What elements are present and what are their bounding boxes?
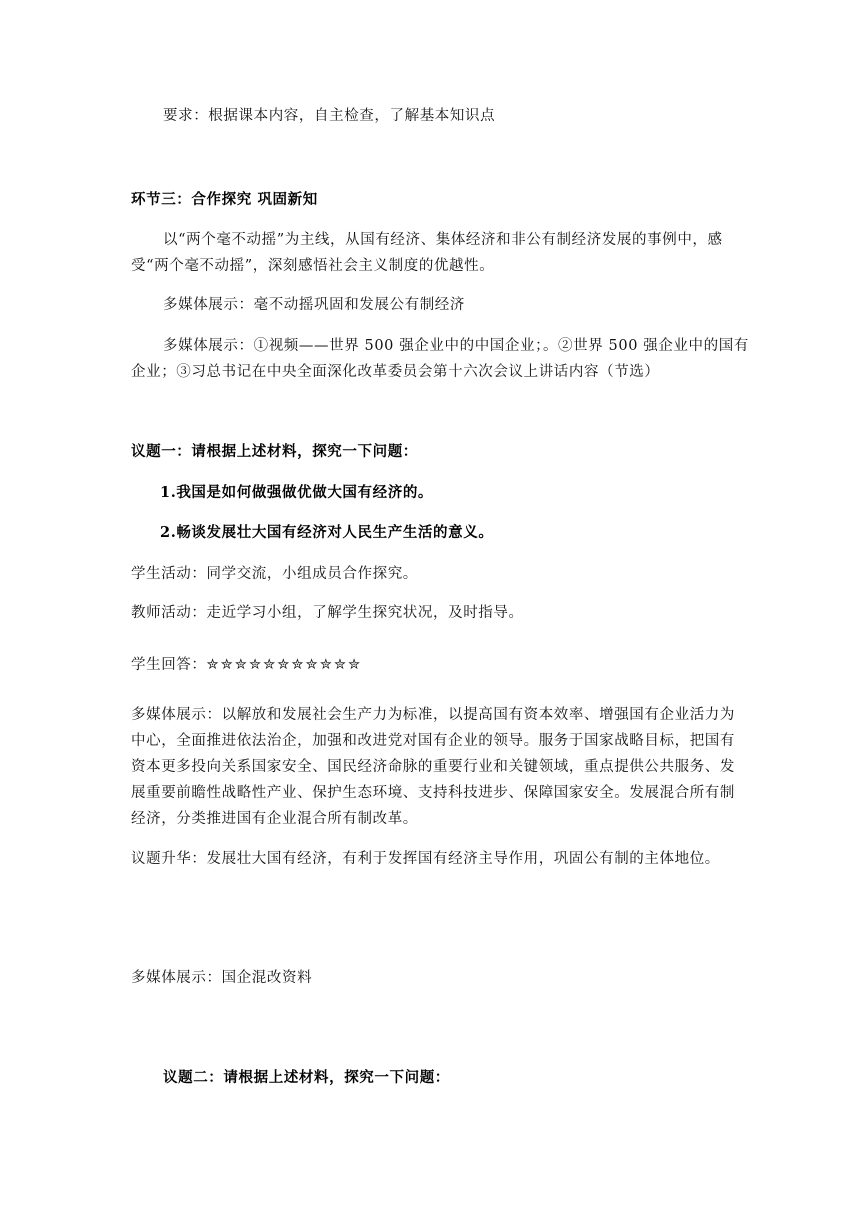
media-display-1: 多媒体展示：毫不动摇巩固和发展公有制经济 (163, 297, 465, 313)
intro-line-1: 以“两个毫不动摇”为主线，从国有经济、集体经济和非公有制经济发展的事例中，感 (163, 232, 723, 248)
media-display-3-line-4: 展重要前瞻性战略性产业、保护生态环境、支持科技进步、保障国家安全。发展混合所有制 (131, 785, 735, 801)
intro-line-2: 受“两个毫不动摇”，深刻感悟社会主义制度的优越性。 (131, 258, 495, 274)
teacher-activity: 教师活动：走近学习小组，了解学生探究状况，及时指导。 (131, 605, 524, 621)
topic-upgrade: 议题升华：发展壮大国有经济，有利于发挥国有经济主导作用，巩固公有制的主体地位。 (131, 851, 720, 867)
student-answer-label: 学生回答： (131, 657, 207, 673)
media-display-2-line-1: 多媒体展示：①视频——世界 500 强企业中的中国企业；。②世界 500 强企业中的国有 (163, 338, 749, 354)
media-display-3-line-1: 多媒体展示：以解放和发展社会生产力为标准，以提高国有资本效率、增强国有企业活力为 (131, 707, 735, 723)
topic2-heading: 议题二：请根据上述材料，探究一下问题： (163, 1069, 450, 1086)
media-display-3-line-2: 中心，全面推进依法治企，加强和改进党对国有企业的领导。服务于国家战略目标，把国有 (131, 733, 735, 749)
topic1-heading: 议题一：请根据上述材料，探究一下问题： (131, 443, 418, 460)
student-answer (131, 655, 362, 675)
student-answer-stars: ✮✮✮✮✮✮✮✮✮✮✮ (206, 657, 363, 673)
media-display-3-line-3: 资本更多投向关系国家安全、国民经济命脉的重要行业和关键领域，重点提供公共服务、发 (131, 759, 735, 775)
media-display-4: 多媒体展示：国企混改资料 (131, 970, 313, 986)
section3-heading: 环节三：合作探究 巩固新知 (131, 191, 318, 208)
student-activity: 学生活动：同学交流，小组成员合作探究。 (131, 566, 418, 582)
media-display-3-line-5: 经济，分类推进国有企业混合所有制改革。 (131, 811, 418, 827)
requirement-text: 要求：根据课本内容，自主检查，了解基本知识点 (163, 108, 496, 124)
topic1-question-1: 1.我国是如何做强做优做大国有经济的。 (160, 484, 434, 501)
topic1-question-2: 2.畅谈发展壮大国有经济对人民生产生活的意义。 (160, 524, 494, 541)
media-display-2-line-2: 企业；③习总书记在中央全面深化改革委员会第十六次会议上讲话内容（节选） (131, 364, 660, 380)
